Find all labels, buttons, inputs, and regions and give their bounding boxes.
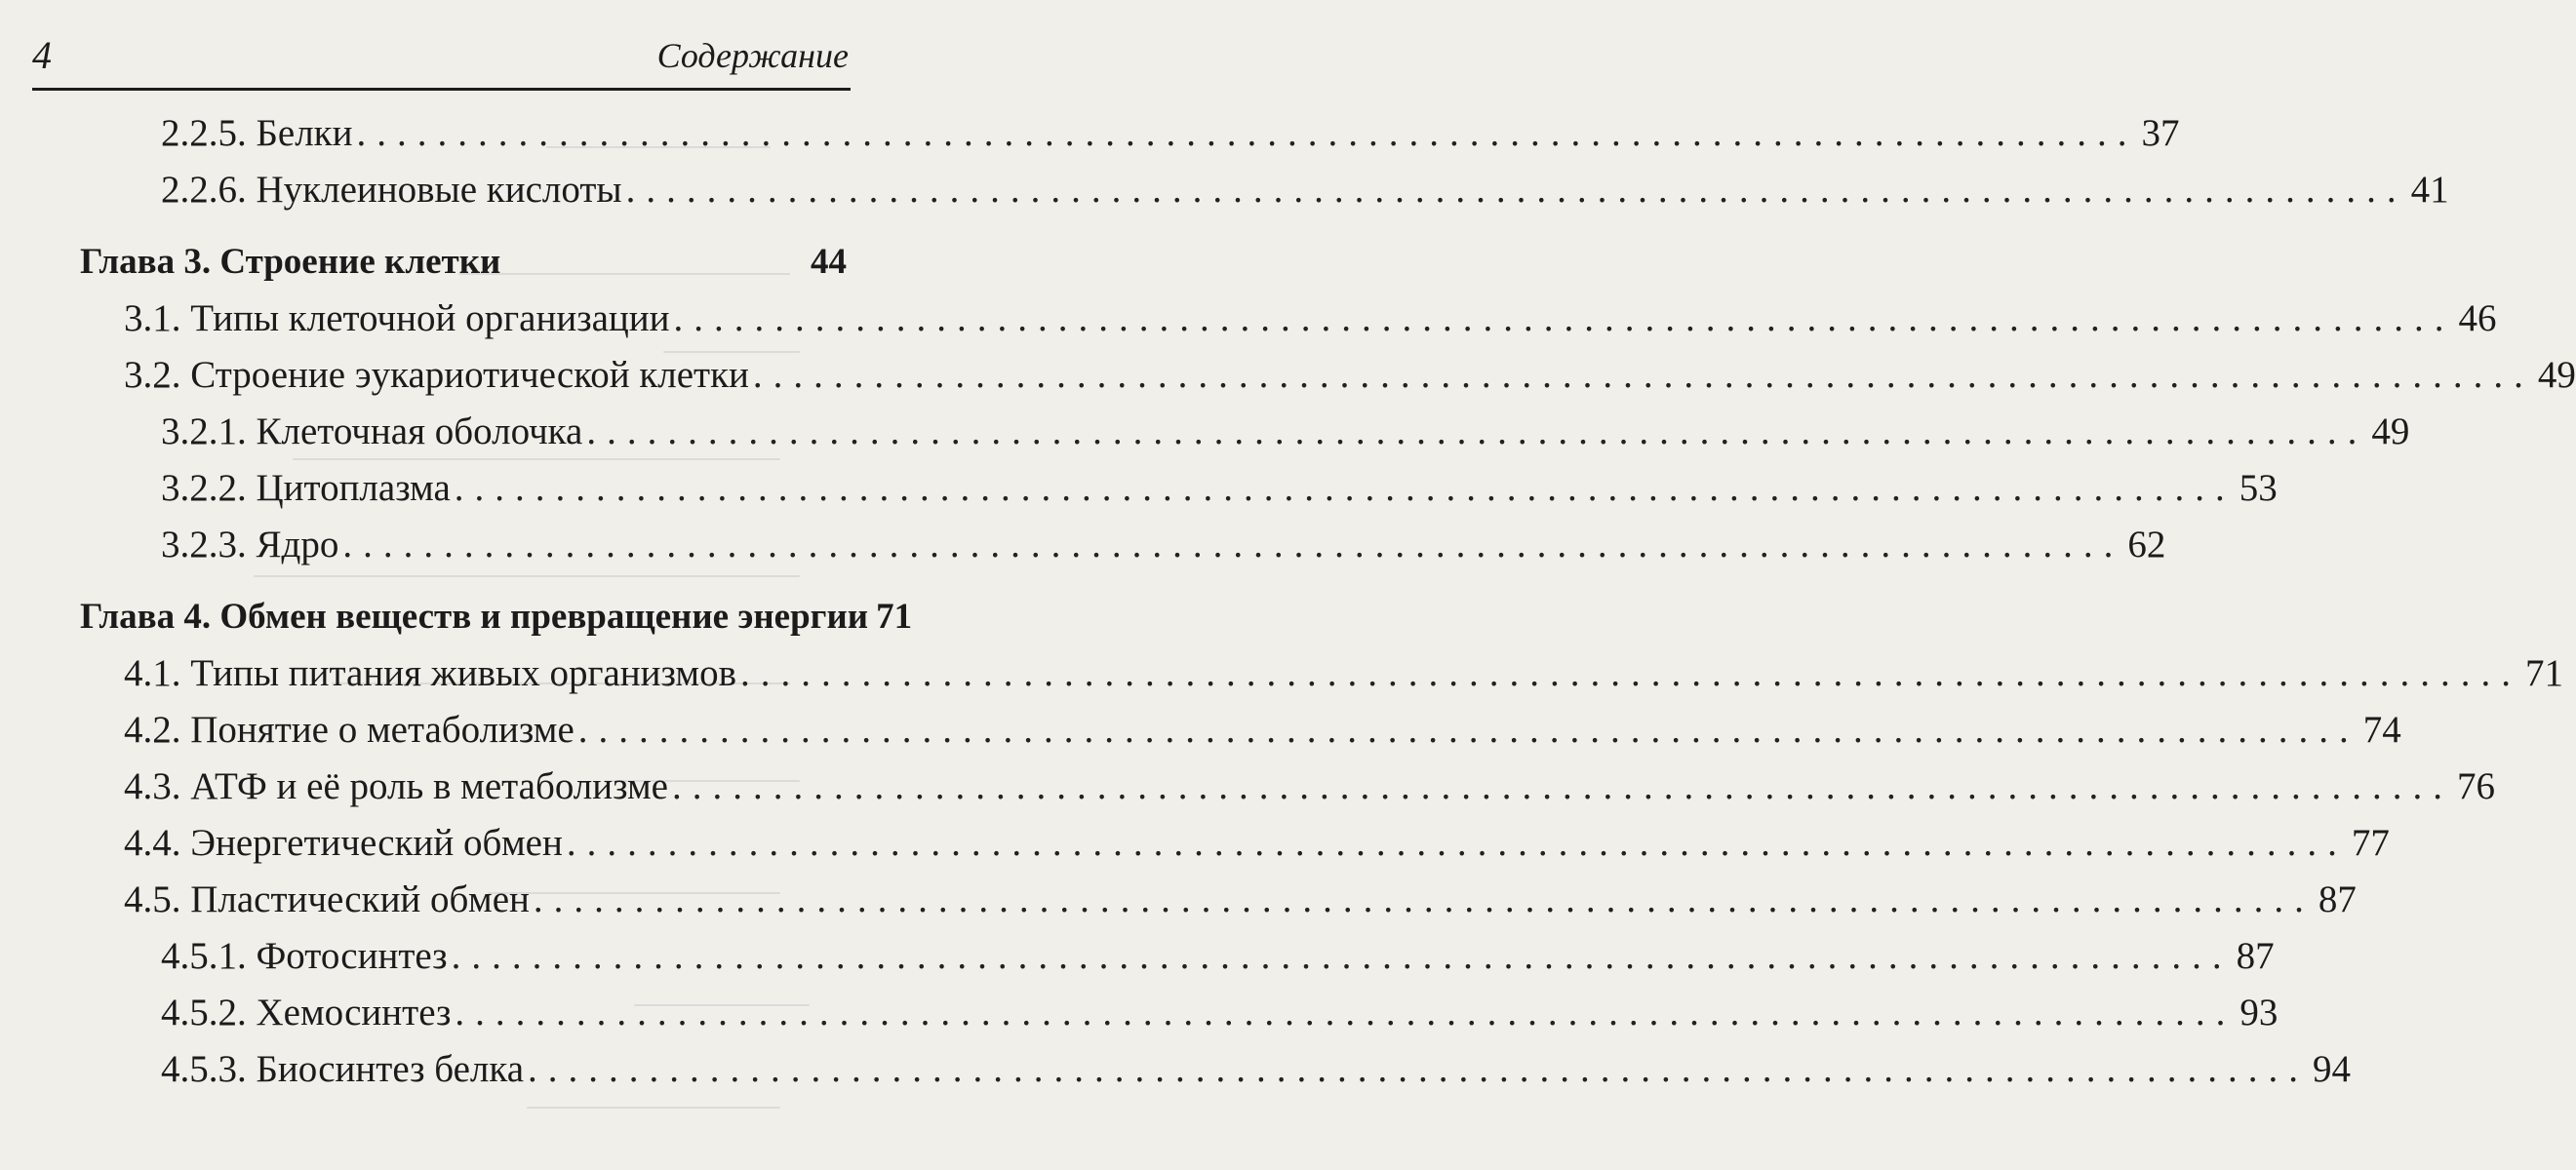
- toc-entry-page: 71: [876, 597, 913, 637]
- toc-entry-4-1: [124, 645, 2563, 702]
- toc-entry-page: 49: [2537, 354, 2576, 396]
- toc-entry-title: 4.3. АТФ и её роль в метаболизме: [124, 765, 668, 807]
- toc-entry-4-5-2: [161, 985, 2279, 1041]
- toc-entry-title: 4.5. Пластический обмен: [124, 878, 530, 920]
- toc-entry-page: 87: [2236, 935, 2275, 977]
- dot-leader: ........................................................................................: [566, 822, 2348, 864]
- toc-entry-title: 3.2.2. Цитоплазма: [161, 467, 451, 509]
- dot-leader: ........................................................................................: [455, 992, 2237, 1034]
- toc-entry-title: 4.2. Понятие о метаболизме: [124, 709, 575, 751]
- toc-entry-3-2: [124, 347, 2576, 404]
- toc-entry-4-5-1: [161, 928, 2275, 985]
- dot-leader: ........................................................................................: [451, 935, 2233, 977]
- toc-entry-title: 4.4. Энергетический обмен: [124, 822, 563, 864]
- dot-leader: ........................................................................................: [342, 524, 2124, 566]
- toc-entry-title: 2.2.6. Нуклеиновые кислоты: [161, 169, 622, 211]
- toc-entry-2-2-5: [161, 105, 2180, 162]
- dot-leader: ........................................................................................: [454, 467, 2236, 509]
- toc-entry-page: 37: [2141, 112, 2180, 154]
- dot-leader: ........................................................................................: [356, 112, 2138, 154]
- dot-leader: ........................................................................................: [752, 354, 2534, 396]
- toc-entry-page: 76: [2456, 765, 2495, 807]
- toc-entry-page: 71: [2524, 652, 2563, 694]
- dot-leader: ........................................................................................: [577, 709, 2359, 751]
- toc-entry-page: 41: [2410, 169, 2449, 211]
- toc-entry-page: 44: [811, 242, 847, 282]
- toc-entry-title: 2.2.5. Белки: [161, 112, 353, 154]
- toc-entry-4-2: [124, 702, 2401, 759]
- toc-entry-title: 4.5.3. Биосинтез белка: [161, 1048, 525, 1090]
- dot-leader: ........................................................................................: [528, 1048, 2310, 1090]
- toc-entry-page: 46: [2458, 297, 2497, 339]
- toc-entry-3-1: [124, 291, 2497, 347]
- toc-entry-page: 77: [2351, 822, 2390, 864]
- toc-entry-page: 74: [2362, 709, 2401, 751]
- toc-entry-3-2-3: [161, 517, 2166, 573]
- toc-entry-page: 94: [2313, 1048, 2352, 1090]
- toc-entry-3-2-1: [161, 404, 2410, 460]
- dot-leader: ........................................................................................: [739, 652, 2521, 694]
- dot-leader: ........................................................................................: [586, 410, 2368, 452]
- toc-entry-title: 3.2.1. Клеточная оболочка: [161, 410, 583, 452]
- toc-entry-title: 4.1. Типы питания живых организмов: [124, 652, 736, 694]
- toc-entry-title: 3.2. Строение эукариотической клетки: [124, 354, 749, 396]
- toc-entry-page: 87: [2318, 878, 2357, 920]
- dot-leader: ........................................................................................: [533, 878, 2315, 920]
- dot-leader: ........................................................................................: [673, 297, 2455, 339]
- toc-entry-title: Глава 4. Обмен веществ и превращение энергии: [80, 597, 869, 637]
- toc-chapter-3: [80, 234, 847, 291]
- toc-entry-4-5: [124, 872, 2357, 928]
- toc-entry-title: 3.1. Типы клеточной организации: [124, 297, 670, 339]
- dot-leader: ........................................................................................: [625, 169, 2407, 211]
- toc-entry-title: Глава 3. Строение клетки: [80, 242, 501, 282]
- toc-chapter-4: [80, 589, 913, 645]
- toc-entry-page: 93: [2239, 992, 2279, 1034]
- running-head: Содержание: [656, 36, 849, 75]
- toc-entry-page: 62: [2127, 524, 2166, 566]
- toc-entry-4-4: [124, 815, 2390, 872]
- toc-entry-title: 4.5.2. Хемосинтез: [161, 992, 452, 1034]
- toc-entry-4-3: [124, 759, 2495, 815]
- toc-entry-page: 53: [2239, 467, 2278, 509]
- toc-entry-4-5-3: [161, 1041, 2352, 1098]
- page-number: 4: [32, 33, 52, 77]
- toc-entry-3-2-2: [161, 460, 2278, 517]
- toc-entry-2-2-6: [161, 162, 2449, 218]
- toc-entry-page: 49: [2371, 410, 2410, 452]
- dot-leader: ........................................................................................: [671, 765, 2453, 807]
- toc-entry-title: 3.2.3. Ядро: [161, 524, 339, 566]
- toc-entry-title: 4.5.1. Фотосинтез: [161, 935, 448, 977]
